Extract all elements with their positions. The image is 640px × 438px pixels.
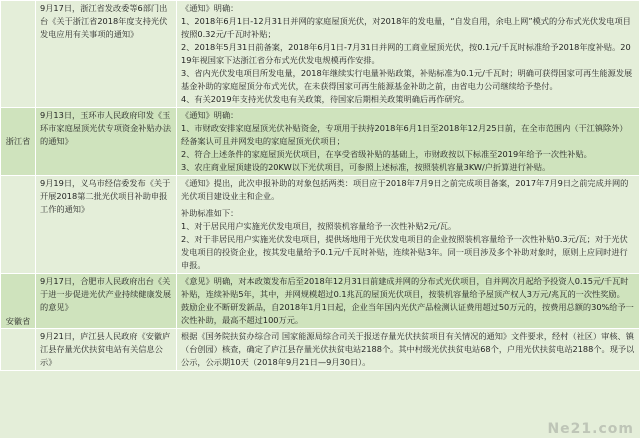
content-line: 《通知》明确： [181,3,239,13]
province-cell: 安徽省 [1,274,36,329]
content-line: 补助标准如下： [181,208,239,218]
content-cell [177,1,640,108]
content-line: 2、2018年5月31日前备案，2018年6月1日-7月31日并网的工商业屋顶光伏，按0.1元/千瓦时标准给予2018年度补贴。2019年视国家下达浙江省分布式光伏发电规模再作安排。 [181,42,631,65]
content-line: 鼓励企业不断研发新品，自2018年1月1日起，企业当年国内光伏产品检测认证费用超过50万元的，按费用总额的30%给予一次性补助，最高不超过100万元。 [181,302,634,325]
content-line: 《意见》明确，对本政策发布后至2018年12月31日前建成并网的分布式光伏项目，自并网次月起给予投资人0.15元/千瓦时补贴，连续补贴5年，其中，并网规模超过0.1兆瓦的屋顶光伏项目，按装机容量给予屋顶产权人3万元/兆瓦的一次性奖励。 [181,276,629,299]
policy-cell: 9月19日，义乌市经信委发布《关于开展2018第二批光伏项目补助申报工作的通知》 [36,176,177,274]
content-line: 根据《国务院扶贫办综合司 国家能源局综合司关于报送存量光伏扶贫项目有关情况的通知》文件要求，经村（社区）审核、镇（台创园）核查，确定了庐江县存量光伏扶贫电站2188个。其中村级光伏扶贫电站68个，户用光伏扶贫电站2188个。现予以公示，公示期10天（2018年9月21日—9月30日）。 [181,331,635,367]
content-line: 3、农庄商业屋顶建设的20KW以下光伏项目，可参照上述标准，按照装机容量3KW/户折算进行补贴。 [181,162,551,172]
policy-cell: 9月17日，浙江省发改委等6部门出台《关于浙江省2018年度支持光伏发电应用有关事项的通知》 [36,1,177,108]
table-row [1,108,640,176]
policy-cell: 9月13日，玉环市人民政府印发《玉环市家庭屋顶光伏专项资金补贴办法的通知》 [36,108,177,176]
policy-cell: 9月21日，庐江县人民政府《安徽庐江县存量光伏扶贫电站有关信息公示》 [36,329,177,371]
content-cell [177,108,640,176]
province-cell [1,176,36,274]
watermark-logo: Ne21.com [547,421,634,437]
content-line: 3、省内光伏发电项目所发电量，2018年继续实行电量补贴政策，补贴标准为0.1元/千瓦时；明确可获得国家可再生能源发展基金补助的家庭屋顶分布式光伏，在未获得国家可再生能源基金补助之前，由省电力公司继续给予垫付。 [181,68,633,91]
content-line: 1、对于居民用户实施光伏发电项目，按照装机容量给予一次性补贴2元/瓦。 [181,221,457,231]
content-line: 《通知》提出，此次申报补助的对象包括两类：项目应于2018年7月9日之前完成项目备案，2017年7月9日之前完成并网的光伏项目建设业主和企业。 [181,178,629,201]
content-cell [177,176,640,274]
policy-cell: 9月17日，合肥市人民政府出台《关于进一步促进光伏产业持续健康发展的意见》 [36,274,177,329]
content-cell [177,274,640,329]
table-row [1,176,640,274]
content-line: 2、符合上述条件的家庭屋顶光伏项目，在享受省级补贴的基础上，市财政按以下标准至2019年给予一次性补贴。 [181,149,592,159]
province-cell [1,1,36,108]
province-cell: 浙江省 [1,108,36,176]
table-row [1,274,640,329]
province-cell [1,329,36,371]
content-line: 2、对于非居民用户实施光伏发电项目，提供场地用于光伏发电项目的企业按照装机容量给予一次性补贴0.3元/瓦；对于光伏发电项目的投资企业，按其发电量给予0.1元/千瓦时补贴，连续补贴3年。同一项目涉及多个补助对象时，原则上应同时进行申报。 [181,234,628,270]
content-line: 4、有关2019年支持光伏发电有关政策，待国家后期相关政策明确后再作研究。 [181,94,470,104]
content-line: 1、2018年6月1日-12月31日并网的家庭屋顶光伏，对2018年的发电量，“自发自用，余电上网”模式的分布式光伏发电项目按照0.32元/千瓦时补贴； [181,16,631,39]
content-cell [177,329,640,371]
content-line: 1、市财政安排家庭屋顶光伏补贴资金，专项用于扶持2018年6月1日至2018年12月25日前，在全市范围内（干江镇除外）经备案认可且并网发电的家庭屋顶光伏项目； [181,123,628,146]
content-line: 《通知》明确： [181,110,239,120]
table-row [1,1,640,108]
table-row [1,329,640,371]
